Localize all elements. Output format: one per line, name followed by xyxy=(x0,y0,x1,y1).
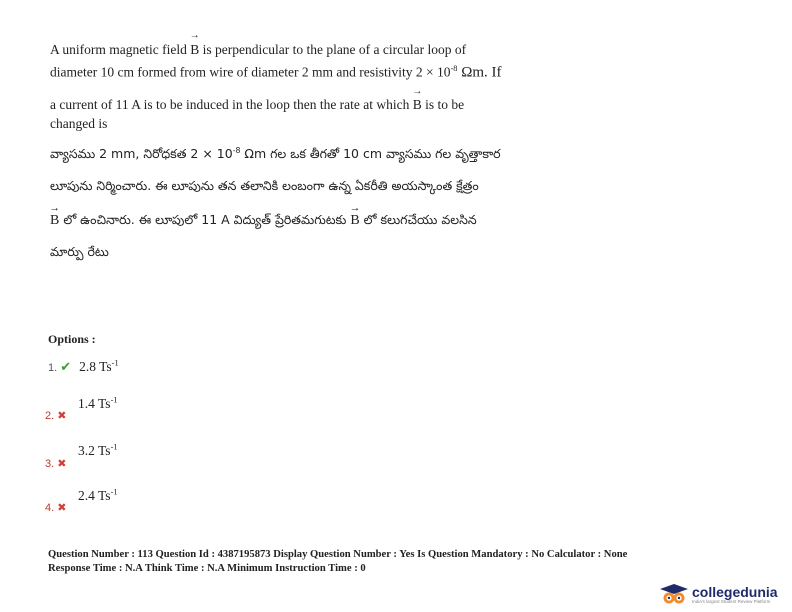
question-line-3: a current of 11 A is to be induced in the loop then the rate at which → B is to be xyxy=(50,95,575,114)
option-4 xyxy=(45,498,66,516)
telugu-line-3: → B లో ఉంచినారు. ఈ లూపులో 11 A విద్యుత్ ప్రేరితమగుటకు → B లో కలుగచేయు వలసిన xyxy=(50,212,477,231)
option-number: 2. xyxy=(45,410,55,422)
question-line-2: diameter 10 cm formed from wire of diameter 2 mm and resistivity $2 \times 10^{-8}$ Ωm. If xyxy=(50,64,502,81)
cross-icon: ✖ xyxy=(57,410,67,422)
question-metadata-line-1: Question Number : 113 Question Id : 4387195873 Display Question Number : Yes Is Question Mandatory : No Calculator : None xyxy=(48,549,628,560)
check-icon: ✔ xyxy=(60,359,72,374)
options-heading: Options : xyxy=(48,332,96,346)
option-number: 4. xyxy=(45,502,55,514)
option-number: 3. xyxy=(45,458,55,470)
telugu-line-2: లూపును నిర్మించారు. ఈ లూపును తన తలానికి లంబంగా ఉన్న ఏకరీతి అయస్కాంత క్షేత్రం xyxy=(50,178,479,193)
cross-icon: ✖ xyxy=(57,502,67,514)
option-number: 1. xyxy=(48,362,58,374)
option-2 xyxy=(45,406,66,424)
brand-tagline: India's largest Student Review Platform xyxy=(692,598,771,604)
question-text-telugu xyxy=(50,146,575,266)
vector-b-symbol: → B xyxy=(50,213,59,229)
option-value: 2.8 $Ts^{-1}$ xyxy=(79,358,119,374)
question-line-4: changed is xyxy=(50,116,108,132)
question-metadata-line-2: Response Time : N.A Think Time : N.A Minimum Instruction Time : 0 xyxy=(48,563,366,574)
graduate-owl-icon xyxy=(659,583,689,605)
option-3 xyxy=(45,454,66,472)
vector-b-symbol: → B xyxy=(190,40,199,59)
cross-icon: ✖ xyxy=(57,458,67,470)
question-text-english xyxy=(50,40,575,133)
telugu-line-4: మార్పు రేటు xyxy=(50,244,109,259)
brand-name: collegedunia xyxy=(692,583,778,600)
option-3-value[interactable]: 3.2 $Ts^{-1}$ xyxy=(78,442,118,458)
question-line-1: A uniform magnetic field → B is perpendicular to the plane of a circular loop of xyxy=(50,40,575,59)
option-2-value[interactable]: 1.4 $Ts^{-1}$ xyxy=(78,395,118,411)
option-4-value[interactable]: 2.4 $Ts^{-1}$ xyxy=(78,487,118,503)
vector-b-symbol: → B xyxy=(413,95,422,114)
option-1[interactable] xyxy=(48,358,119,376)
vector-b-symbol: → B xyxy=(350,213,359,229)
brand-logo xyxy=(659,583,778,605)
telugu-line-1: వ్యాసము 2 mm, నిరోధకత $2 \times 10^{-8}$ Ωm గల ఒక తీగతో 10 cm వ్యాసము గల వృత్తాకార xyxy=(50,146,501,162)
